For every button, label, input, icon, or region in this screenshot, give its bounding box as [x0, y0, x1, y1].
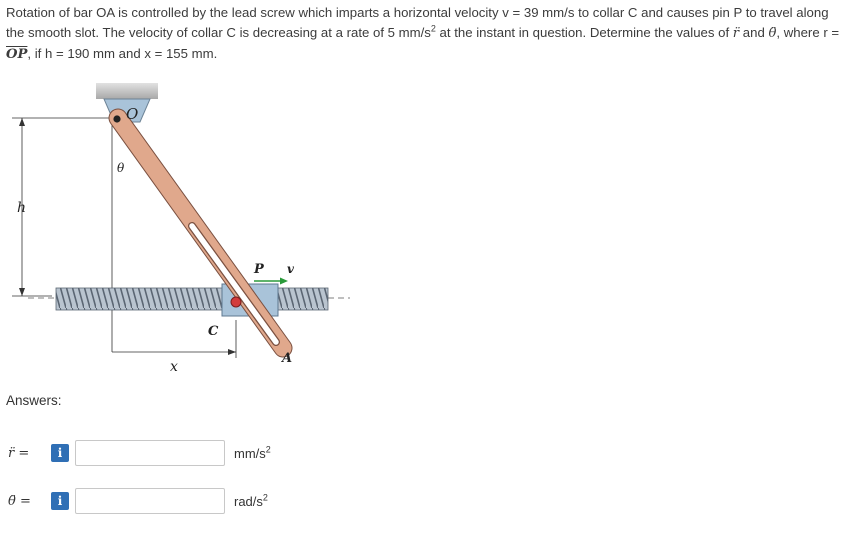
pivot-o: [113, 115, 120, 122]
problem-text-2: at the instant in question. Determine the values of: [435, 25, 733, 40]
r-ddot-label: r̈ =: [8, 445, 30, 461]
label-theta: θ: [117, 161, 125, 175]
theta-ddot-label: θ̈ =: [8, 493, 31, 509]
answer-row-theta-ddot: [8, 486, 268, 516]
label-v: v: [287, 262, 294, 276]
r-ddot-unit: [234, 446, 271, 461]
r-ddot-input[interactable]: [75, 440, 225, 466]
label-o: O: [126, 105, 139, 123]
label-c: C: [208, 324, 219, 339]
exponent: 2: [430, 23, 436, 34]
label-a: A: [282, 351, 293, 366]
op-symbol: $\overline{OP}$: [6, 47, 28, 62]
label-p: P: [254, 262, 264, 277]
pin-p: [231, 297, 241, 307]
problem-text-4: , where r =: [776, 25, 840, 40]
answers-heading: Answers:: [6, 393, 62, 408]
problem-text-5: , if h = 190 mm and x = 155 mm.: [27, 46, 218, 61]
ceiling-support: [96, 83, 158, 99]
theta-ddot-input[interactable]: [75, 488, 225, 514]
unit-base: mm/s: [234, 445, 266, 461]
problem-text-1: Rotation of bar OA is controlled by the lead screw which imparts a horizontal velocity v = 39 mm/s to collar C and causes pin P to travel along the smooth slot. The velocity of collar C is decreasing at a rate of 5 mm/s: [6, 5, 829, 40]
problem-statement: [6, 3, 846, 65]
label-h: h: [17, 200, 27, 216]
theta-ddot-unit: [234, 494, 268, 509]
r-ddot-symbol: r̈: [732, 26, 740, 41]
unit-exponent: 2: [262, 492, 268, 503]
problem-text-3: and: [739, 25, 769, 40]
mechanism-figure: [0, 70, 360, 390]
lead-screw: [56, 288, 328, 310]
unit-exponent: 2: [265, 444, 271, 455]
info-icon[interactable]: i: [51, 444, 69, 462]
label-x: x: [170, 359, 178, 375]
info-icon[interactable]: i: [51, 492, 69, 510]
answer-row-r-ddot: [8, 438, 271, 468]
theta-ddot-symbol: θ̈: [768, 26, 777, 41]
unit-base: rad/s: [234, 493, 263, 509]
